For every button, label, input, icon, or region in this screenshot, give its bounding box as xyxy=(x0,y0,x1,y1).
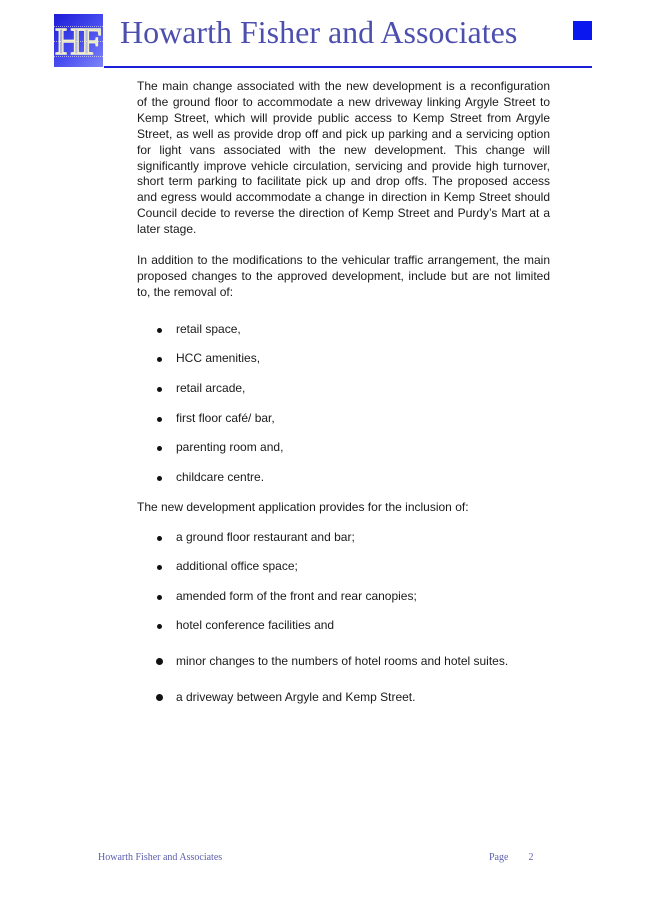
inclusion-list xyxy=(137,530,550,707)
list-item xyxy=(137,440,550,456)
footer-page-number: 2 xyxy=(528,852,534,863)
bullet-icon xyxy=(157,624,162,629)
list-item-text: amended form of the front and rear canopies; xyxy=(176,588,417,603)
page-content xyxy=(137,79,550,706)
list-item-text: first floor café/ bar, xyxy=(176,410,275,425)
header-rule xyxy=(104,66,592,68)
list-item xyxy=(137,654,550,670)
list-item xyxy=(137,351,550,367)
bullet-icon xyxy=(156,658,163,665)
header-blue-square xyxy=(573,21,592,40)
list-item xyxy=(137,470,550,486)
list-item-text: minor changes to the numbers of hotel rooms and hotel suites. xyxy=(176,654,509,669)
paragraph-modifications: In addition to the modifications to the vehicular traffic arrangement, the main proposed changes to the approved development, include but are not limited to, the removal of: xyxy=(137,253,550,299)
list-item xyxy=(137,322,550,338)
list-item xyxy=(137,690,550,706)
paragraph-main-change: The main change associated with the new development is a reconfiguration of the ground floor to accommodate a new driveway linking Argyle Street to Kemp Street, which will provide public access to Kemp Street from Argyle Street, as well as provide drop off and pick up parking and a servicing option for light vans associated with the new development. This change will significantly improve vehicle circulation, servicing and provide high turnover, short term parking to facilitate pick up and drop offs. The proposed access and egress would accommodate a change in direction in Kemp Street should Council decide to reverse the direction of Kemp Street and Purdy’s Mart at a later stage. xyxy=(137,79,550,237)
bullet-icon xyxy=(157,595,162,600)
list-item-text: a driveway between Argyle and Kemp Street. xyxy=(176,690,416,705)
list-item-text: a ground floor restaurant and bar; xyxy=(176,529,355,544)
list-item xyxy=(137,381,550,397)
bullet-icon xyxy=(157,565,162,570)
list-item xyxy=(137,411,550,427)
list-item xyxy=(137,589,550,605)
bullet-icon xyxy=(157,328,162,333)
footer-company-name: Howarth Fisher and Associates xyxy=(98,852,223,863)
bullet-icon xyxy=(157,417,162,422)
document-header-title: Howarth Fisher and Associates xyxy=(120,14,518,50)
bullet-icon xyxy=(157,536,162,541)
list-item-text: HCC amenities, xyxy=(176,351,261,366)
list-item-text: childcare centre. xyxy=(176,469,265,484)
paragraph-inclusion: The new development application provides for the inclusion of: xyxy=(137,499,469,514)
bullet-icon xyxy=(157,446,162,451)
list-item xyxy=(137,618,550,634)
bullet-icon xyxy=(157,387,162,392)
bullet-icon xyxy=(156,694,163,701)
list-item xyxy=(137,530,550,546)
logo-letters: HF xyxy=(55,21,100,63)
bullet-icon xyxy=(157,357,162,362)
bullet-icon xyxy=(157,476,162,481)
list-item xyxy=(137,559,550,575)
list-item-text: retail arcade, xyxy=(176,380,246,395)
footer-page-label: Page xyxy=(489,852,509,863)
list-item-text: parenting room and, xyxy=(176,440,284,455)
list-item-text: hotel conference facilities and xyxy=(176,618,335,633)
list-item-text: additional office space; xyxy=(176,559,298,574)
removal-list xyxy=(137,322,550,486)
list-item-text: retail space, xyxy=(176,321,241,336)
company-logo xyxy=(54,14,103,67)
footer-page-info xyxy=(489,852,533,863)
